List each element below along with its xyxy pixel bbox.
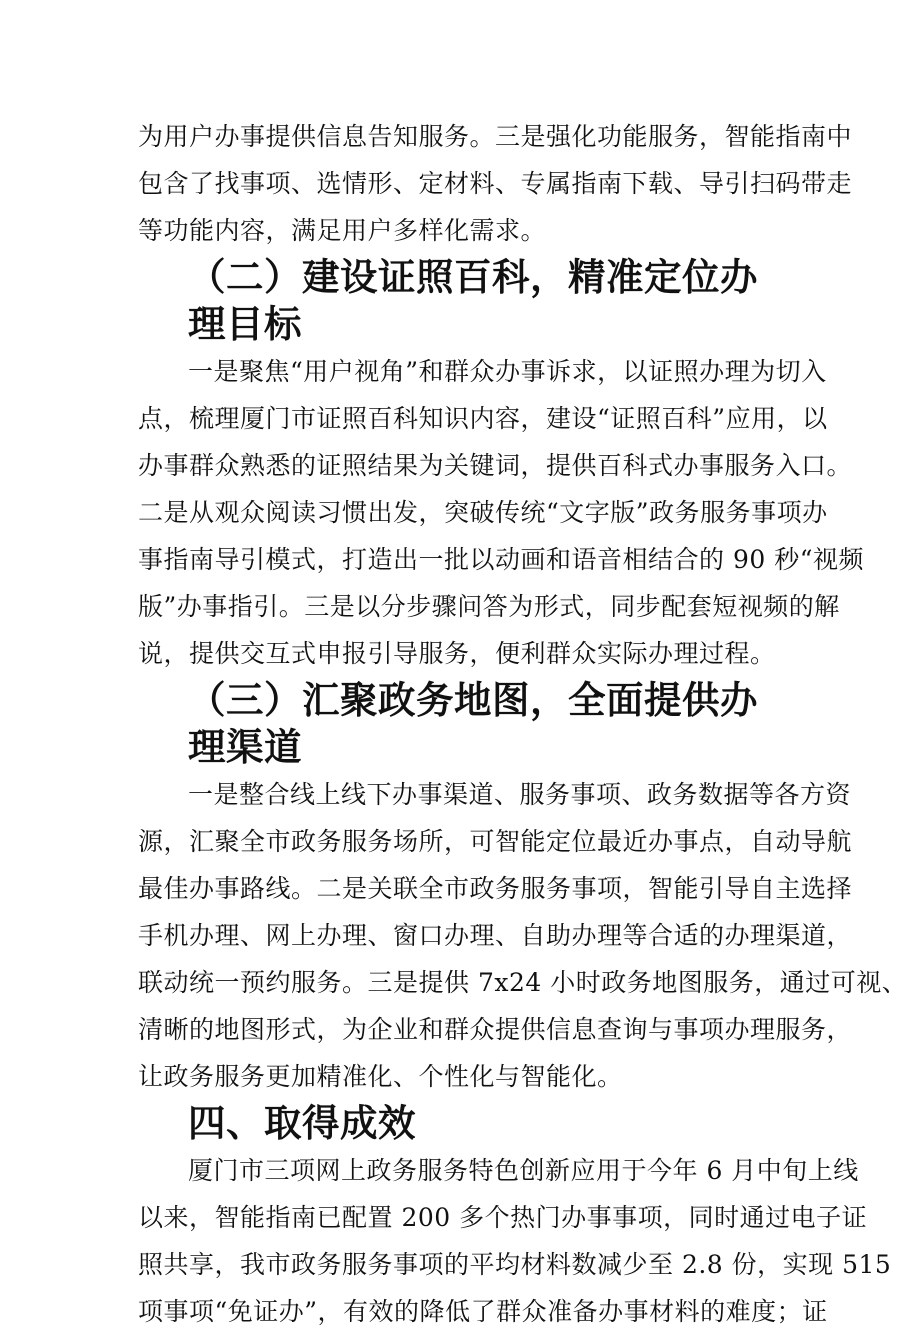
text-line: 版”办事指引。三是以分步骤问答为形式，同步配套短视频的解 bbox=[138, 592, 840, 621]
text-line: 照共享，我市政务服务事项的平均材料数减少至 2.8 份，实现 515 bbox=[138, 1250, 892, 1279]
text-line: 项事项“免证办”，有效的降低了群众准备办事材料的难度；证 bbox=[138, 1297, 828, 1326]
text-line: 联动统一预约服务。三是提供 7x24 小时政务地图服务，通过可视、 bbox=[138, 968, 908, 997]
text-line: 二是从观众阅读习惯出发，突破传统“文字版”政务服务事项办 bbox=[138, 498, 828, 527]
text-line: 等功能内容，满足用户多样化需求。 bbox=[138, 216, 547, 245]
text-line: 手机办理、网上办理、窗口办理、自助办理等合适的办理渠道， bbox=[138, 921, 853, 950]
document-page bbox=[138, 113, 908, 1335]
text-line: 事指南导引模式，打造出一批以动画和语音相结合的 90 秒“视频 bbox=[138, 545, 864, 574]
paragraph-2 bbox=[138, 348, 864, 677]
text-line: 点，梳理厦门市证照百科知识内容，建设“证照百科”应用，以 bbox=[138, 404, 828, 433]
text-line: 清晰的地图形式，为企业和群众提供信息查询与事项办理服务， bbox=[138, 1015, 853, 1044]
section-heading-2: （二）建设证照百科，精准定位办理目标 bbox=[188, 255, 758, 346]
text-line: 源，汇聚全市政务服务场所，可智能定位最近办事点，自动导航 bbox=[138, 827, 853, 856]
text-line: 包含了找事项、选情形、定材料、专属指南下载、导引扫码带走 bbox=[138, 169, 853, 198]
paragraph-3 bbox=[138, 771, 908, 1100]
text-line: 为用户办事提供信息告知服务。三是强化功能服务，智能指南中 bbox=[138, 122, 853, 151]
section-heading-4: 四、取得成效 bbox=[188, 1101, 416, 1145]
paragraph-4 bbox=[138, 1147, 892, 1335]
text-line: 以来，智能指南已配置 200 多个热门办事事项，同时通过电子证 bbox=[138, 1203, 868, 1232]
text-line: 一是整合线上线下办事渠道、服务事项、政务数据等各方资 bbox=[188, 780, 852, 809]
text-line: 一是聚焦“用户视角”和群众办事诉求，以证照办理为切入 bbox=[188, 357, 827, 386]
text-line: 说，提供交互式申报引导服务，便利群众实际办理过程。 bbox=[138, 639, 776, 668]
section-heading-3: （三）汇聚政务地图，全面提供办理渠道 bbox=[188, 678, 758, 769]
text-line: 让政务服务更加精准化、个性化与智能化。 bbox=[138, 1062, 623, 1091]
text-line: 最佳办事路线。二是关联全市政务服务事项，智能引导自主选择 bbox=[138, 874, 853, 903]
text-line: 厦门市三项网上政务服务特色创新应用于今年 6 月中旬上线 bbox=[188, 1156, 859, 1185]
text-line: 办事群众熟悉的证照结果为关键词，提供百科式办事服务入口。 bbox=[138, 451, 853, 480]
paragraph-1 bbox=[138, 113, 853, 254]
